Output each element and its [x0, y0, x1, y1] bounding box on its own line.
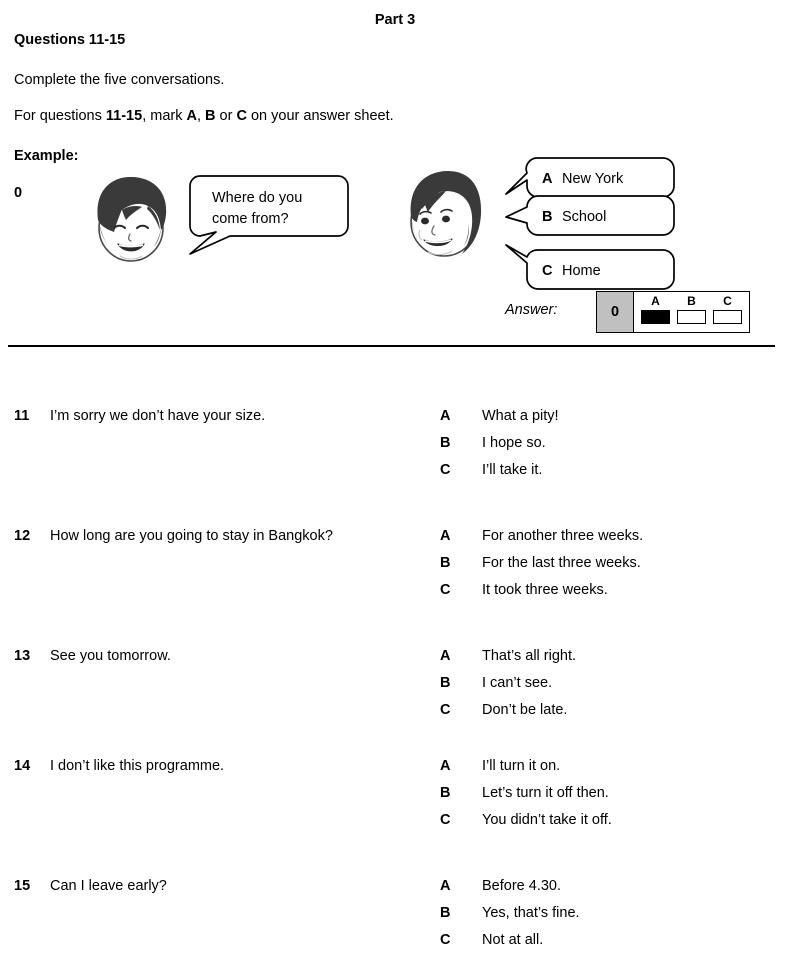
question-option-letter: B	[440, 785, 451, 801]
question-number: 14	[14, 758, 31, 774]
instruction-letter-c: C	[236, 108, 247, 124]
answer-key-letter-c: C	[723, 294, 732, 308]
example-option-text-a: New York	[562, 171, 624, 187]
question-option-text: That’s all right.	[482, 648, 577, 664]
question-option-letter: C	[440, 702, 451, 718]
answer-key-mark-b[interactable]	[677, 310, 706, 324]
example-option-bubble-c	[504, 241, 679, 293]
question-prompt: I’m sorry we don’t have your size.	[50, 408, 266, 424]
question-option-letter: C	[440, 812, 451, 828]
question-number: 13	[14, 648, 31, 664]
question-option-text: I’ll turn it on.	[482, 758, 561, 774]
instruction-or: or	[215, 108, 237, 124]
question-option-letter: C	[440, 582, 451, 598]
answer-key-letter-a: A	[651, 294, 660, 308]
example-option-letter-b: B	[542, 209, 553, 225]
question-option-text: It took three weeks.	[482, 582, 608, 598]
question-option-text: I can’t see.	[482, 675, 553, 691]
question-option-text: For another three weeks.	[482, 528, 644, 544]
question-option-text: Don’t be late.	[482, 702, 568, 718]
child-face-turned-icon	[398, 164, 498, 272]
example-option-letter-c: C	[542, 263, 553, 279]
answer-key-option-a[interactable]	[641, 295, 670, 324]
question-option-letter: B	[440, 435, 451, 451]
instruction-suffix: on your answer sheet.	[246, 108, 394, 124]
section-divider	[8, 345, 775, 347]
question-option-text: What a pity!	[482, 408, 559, 424]
question-option-text: Let’s turn it off then.	[482, 785, 609, 801]
question-prompt: See you tomorrow.	[50, 648, 171, 664]
answer-key-marks	[634, 292, 749, 332]
answer-key-mark-c[interactable]	[713, 310, 742, 324]
question-option-letter: A	[440, 528, 451, 544]
question-prompt: How long are you going to stay in Bangkok?	[50, 528, 333, 544]
question-option-letter: B	[440, 555, 451, 571]
question-option-letter: C	[440, 462, 451, 478]
question-number: 11	[14, 408, 30, 424]
speech-bubble-line2: come from?	[212, 211, 289, 227]
example-option-letter-a: A	[542, 171, 553, 187]
instruction-range: 11-15	[105, 108, 143, 124]
question-option-letter: A	[440, 758, 451, 774]
instruction-letter-b: B	[205, 108, 216, 124]
instruction-mark-answer-sheet	[14, 108, 394, 124]
example-heading: Example:	[14, 148, 79, 164]
question-option-text: For the last three weeks.	[482, 555, 641, 571]
question-option-text: Before 4.30.	[482, 878, 561, 894]
instruction-comma: ,	[196, 108, 206, 124]
question-option-text: Yes, that’s fine.	[482, 905, 580, 921]
question-option-text: I’ll take it.	[482, 462, 543, 478]
question-option-text: You didn’t take it off.	[482, 812, 612, 828]
question-option-text: I hope so.	[482, 435, 546, 451]
question-option-letter: A	[440, 878, 451, 894]
question-number: 15	[14, 878, 31, 894]
example-option-text-c: Home	[562, 263, 601, 279]
example-option-text-b: School	[562, 209, 607, 225]
instruction-mid: , mark	[142, 108, 187, 124]
instruction-complete-conversations: Complete the five conversations.	[14, 72, 225, 88]
question-number: 12	[14, 528, 31, 544]
answer-label: Answer:	[505, 302, 558, 318]
page-title: Part 3	[374, 12, 416, 28]
question-option-letter: A	[440, 408, 451, 424]
speech-bubble-line1: Where do you	[212, 190, 303, 206]
answer-key-option-c[interactable]	[713, 295, 742, 324]
questions-range-heading: Questions 11-15	[14, 32, 126, 48]
question-option-letter: A	[440, 648, 451, 664]
child-face-front-icon	[78, 168, 182, 272]
example-option-bubble-b	[504, 193, 679, 245]
question-option-text: Not at all.	[482, 932, 544, 948]
example-question-number: 0	[14, 185, 23, 201]
answer-key-box	[596, 291, 750, 333]
answer-key-option-b[interactable]	[677, 295, 706, 324]
answer-key-mark-a[interactable]	[641, 310, 670, 324]
question-option-letter: C	[440, 932, 451, 948]
speech-bubble-question	[186, 172, 356, 258]
instruction-letter-a: A	[186, 108, 197, 124]
question-prompt: Can I leave early?	[50, 878, 167, 894]
instruction-prefix: For questions	[14, 108, 106, 124]
question-option-letter: B	[440, 675, 451, 691]
question-prompt: I don’t like this programme.	[50, 758, 225, 774]
question-option-letter: B	[440, 905, 451, 921]
answer-key-question-number: 0	[597, 292, 634, 332]
answer-key-letter-b: B	[687, 294, 696, 308]
